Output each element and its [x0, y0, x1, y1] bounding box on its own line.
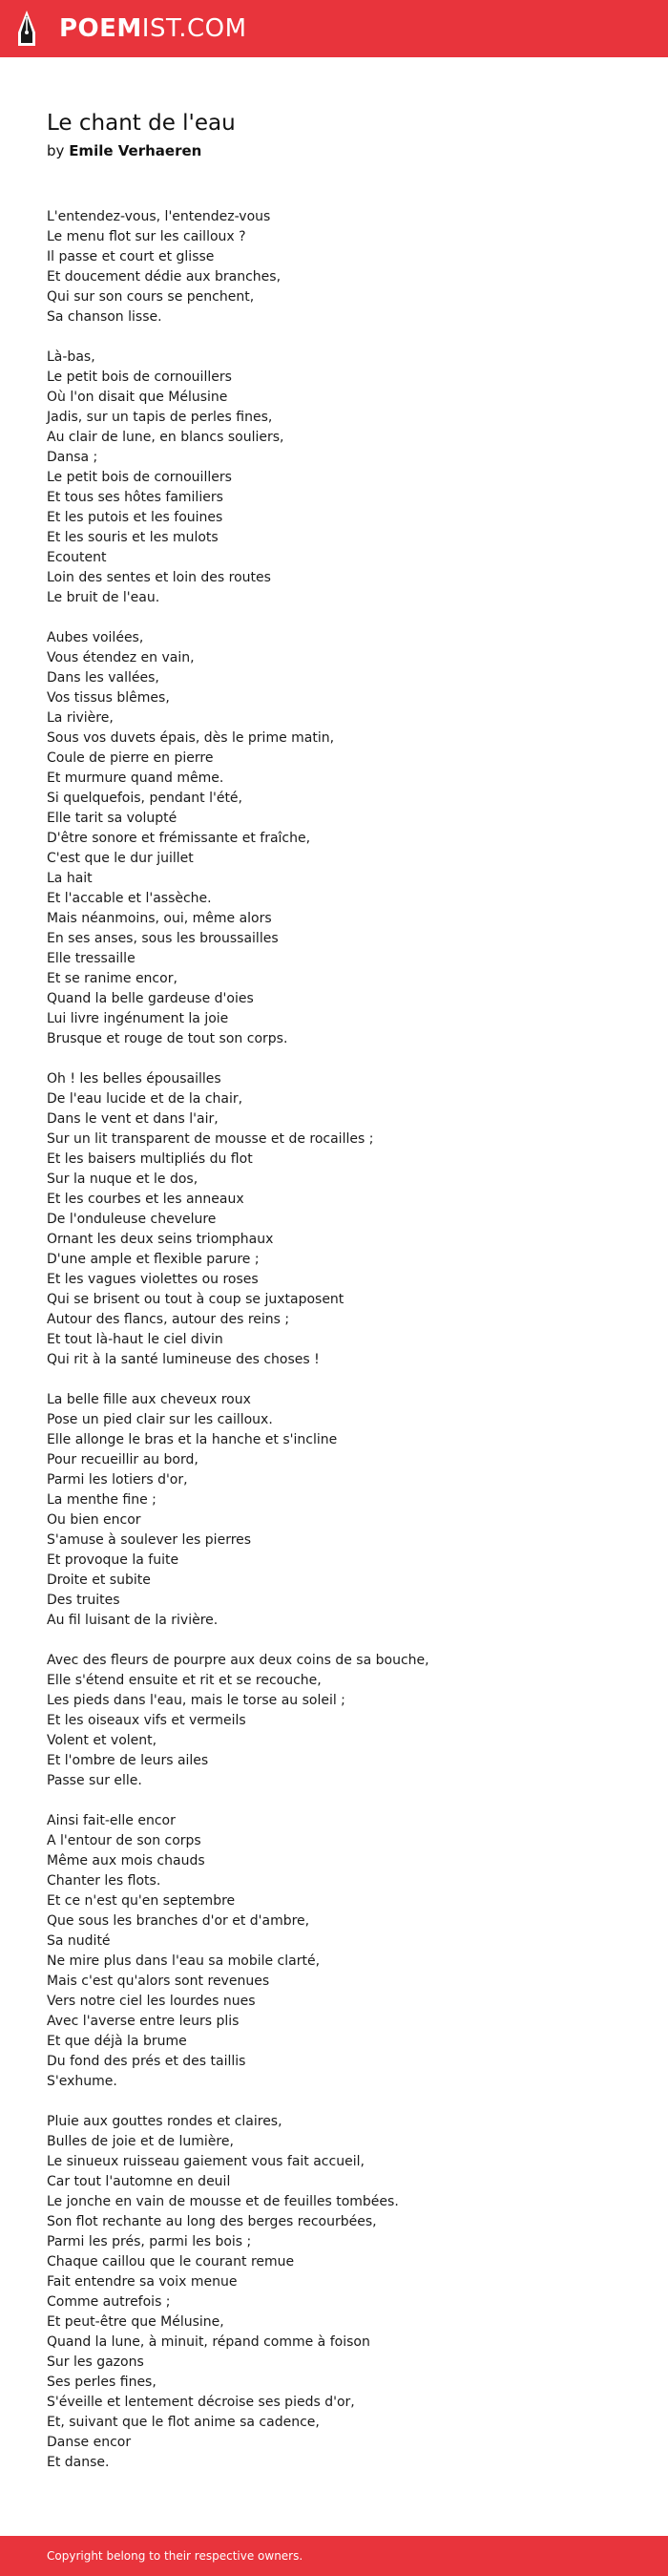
brand-bold: POEM [59, 14, 142, 43]
poem-line: Et les souris et les mulots [47, 530, 219, 545]
poem-line: Ornant les deux seins triomphaux [47, 1232, 274, 1247]
poem-line: Volent et volent, [47, 1733, 157, 1748]
poem-line: Sous vos duvets épais, dès le prime matin, [47, 730, 335, 746]
poem-line: Dans le vent et dans l'air, [47, 1111, 219, 1127]
poem-line: Et murmure quand même. [47, 771, 224, 786]
poem-line: Et les oiseaux vifs et vermeils [47, 1713, 246, 1728]
poem-line: Et doucement dédie aux branches, [47, 269, 282, 285]
poem-body [47, 207, 638, 2493]
poem-line: Pour recueillir au bord, [47, 1452, 198, 1467]
poem-line: Qui sur son cours se penchent, [47, 289, 255, 305]
poem-line: Elle tressaille [47, 951, 136, 966]
poem-line: Le petit bois de cornouillers [47, 370, 232, 385]
poem-line: Passe sur elle. [47, 1773, 142, 1788]
by-label: by [47, 142, 65, 159]
poem-line: Et que déjà la brume [47, 2034, 187, 2049]
poem-line: Et tous ses hôtes familiers [47, 490, 223, 505]
poem-line: Car tout l'automne en deuil [47, 2174, 231, 2189]
poem-line: Danse encor [47, 2435, 132, 2450]
poem-line: Le sinueux ruisseau gaiement vous fait accueil, [47, 2154, 365, 2169]
poem-line: Vos tissus blêmes, [47, 690, 170, 706]
poem-line: Et tout là-haut le ciel divin [47, 1332, 223, 1347]
poem-line: Le bruit de l'eau. [47, 590, 160, 605]
poem-line: Ses perles fines, [47, 2375, 157, 2390]
poem-line: Aubes voilées, [47, 630, 144, 645]
poem-line: Parmi les lotiers d'or, [47, 1472, 188, 1488]
byline [47, 141, 201, 160]
poem-line: Elle s'étend ensuite et rit et se recouche, [47, 1673, 322, 1688]
poem-line: Avec l'averse entre leurs plis [47, 2014, 240, 2029]
pen-nib-logo-icon[interactable] [16, 10, 37, 48]
poem-line: Et danse. [47, 2455, 110, 2470]
poem-line: Même aux mois chauds [47, 1853, 205, 1869]
poem-line: La hait [47, 871, 93, 886]
poem-line: Dansa ; [47, 450, 98, 465]
poem-line: En ses anses, sous les broussailles [47, 931, 279, 946]
poem-line: Son flot rechante au long des berges recourbées, [47, 2214, 377, 2229]
poem-line: La menthe fine ; [47, 1492, 157, 1508]
site-logo-link[interactable] [59, 14, 247, 43]
poem-line: Le jonche en vain de mousse et de feuilles tombées. [47, 2194, 399, 2209]
poem-stanza [47, 1069, 638, 1370]
site-header [0, 0, 668, 57]
poem-line: Pose un pied clair sur les cailloux. [47, 1412, 273, 1427]
poem-stanza [47, 628, 638, 1049]
poem-line: Vous étendez en vain, [47, 650, 195, 665]
poem-line: L'entendez-vous, l'entendez-vous [47, 209, 271, 224]
poem-line: Et ce n'est qu'en septembre [47, 1893, 236, 1909]
poem-stanza [47, 2112, 638, 2473]
poem-line: Ou bien encor [47, 1512, 141, 1528]
poem-stanza [47, 1811, 638, 2092]
poem-line: Fait entendre sa voix menue [47, 2274, 238, 2290]
author-name: Emile Verhaeren [69, 142, 202, 159]
poem-line: La rivière, [47, 710, 114, 726]
poem-line: Quand la belle gardeuse d'oies [47, 991, 254, 1006]
poem-line: S'amuse à soulever les pierres [47, 1532, 252, 1548]
poem-line: Vers notre ciel les lourdes nues [47, 1994, 256, 2009]
poem-line: Chanter les flots. [47, 1873, 161, 1889]
poem-line: Et les baisers multipliés du flot [47, 1151, 253, 1167]
poem-line: Sur la nuque et le dos, [47, 1172, 198, 1187]
poem-line: Chaque caillou que le courant remue [47, 2254, 295, 2270]
poem-line: Quand la lune, à minuit, répand comme à foison [47, 2334, 370, 2350]
poem-line: Le menu flot sur les cailloux ? [47, 229, 246, 244]
poem-line: Des truites [47, 1593, 120, 1608]
poem-line: Qui rit à la santé lumineuse des choses ! [47, 1352, 320, 1367]
poem-line: Sur un lit transparent de mousse et de rocailles ; [47, 1131, 374, 1147]
poem-line: Oh ! les belles épousailles [47, 1071, 221, 1087]
poem-stanza [47, 1651, 638, 1791]
copyright-notice: Copyright belong to their respective owners. [47, 2549, 303, 2563]
poem-line: Elle allonge le bras et la hanche et s'incline [47, 1432, 338, 1447]
poem-line: Droite et subite [47, 1573, 151, 1588]
poem-line: Au fil luisant de la rivière. [47, 1613, 219, 1628]
poem-line: D'être sonore et frémissante et fraîche, [47, 831, 311, 846]
poem-line: Avec des fleurs de pourpre aux deux coins de sa bouche, [47, 1653, 429, 1668]
poem-line: Et provoque la fuite [47, 1552, 179, 1568]
poem-line: Ainsi fait-elle encor [47, 1813, 176, 1828]
poem-line: Ecoutent [47, 550, 107, 565]
poem-line: Jadis, sur un tapis de perles fines, [47, 410, 273, 425]
poem-line: A l'entour de son corps [47, 1833, 201, 1848]
poem-line: Du fond des prés et des taillis [47, 2054, 246, 2069]
poem-line: Mais néanmoins, oui, même alors [47, 911, 272, 926]
site-footer [0, 2536, 668, 2576]
poem-line: Qui se brisent ou tout à coup se juxtaposent [47, 1292, 344, 1307]
poem-title: Le chant de l'eau [47, 111, 236, 136]
poem-line: Sur les gazons [47, 2354, 144, 2370]
poem-stanza [47, 207, 638, 327]
poem-line: Le petit bois de cornouillers [47, 470, 232, 485]
poem-line: Ne mire plus dans l'eau sa mobile clarté, [47, 1953, 321, 1969]
poem-line: Que sous les branches d'or et d'ambre, [47, 1913, 310, 1929]
poem-line: S'éveille et lentement décroise ses pieds d'or, [47, 2395, 355, 2410]
poem-line: Et les putois et les fouines [47, 510, 223, 525]
poem-line: La belle fille aux cheveux roux [47, 1392, 251, 1407]
poem-line: Et, suivant que le flot anime sa cadence, [47, 2415, 320, 2430]
poem-line: De l'eau lucide et de la chair, [47, 1091, 243, 1107]
poem-line: Brusque et rouge de tout son corps. [47, 1031, 288, 1046]
poem-line: Et l'ombre de leurs ailes [47, 1753, 209, 1768]
poem-line: Sa nudité [47, 1933, 111, 1949]
poem-stanza [47, 348, 638, 608]
poem-line: Pluie aux gouttes rondes et claires, [47, 2114, 282, 2129]
poem-line: Autour des flancs, autour des reins ; [47, 1312, 290, 1327]
poem-line: Mais c'est qu'alors sont revenues [47, 1974, 270, 1989]
poem-line: D'une ample et flexible parure ; [47, 1252, 260, 1267]
poem-stanza [47, 1390, 638, 1631]
poem-line: Et l'accable et l'assèche. [47, 891, 212, 906]
poem-line: Sa chanson lisse. [47, 309, 162, 325]
poem-line: De l'onduleuse chevelure [47, 1212, 217, 1227]
poem-line: Là-bas, [47, 349, 95, 365]
poem-line: Et se ranime encor, [47, 971, 177, 986]
poem-line: C'est que le dur juillet [47, 851, 194, 866]
poem-line: Lui livre ingénument la joie [47, 1011, 229, 1026]
poem-line: Il passe et court et glisse [47, 249, 215, 264]
poem-line: Où l'on disait que Mélusine [47, 390, 228, 405]
poem-line: Et les courbes et les anneaux [47, 1192, 244, 1207]
poem-line: Au clair de lune, en blancs souliers, [47, 430, 284, 445]
poem-line: Comme autrefois ; [47, 2294, 171, 2310]
poem-line: Si quelquefois, pendant l'été, [47, 791, 242, 806]
poem-line: Parmi les prés, parmi les bois ; [47, 2234, 252, 2249]
poem-line: Les pieds dans l'eau, mais le torse au soleil ; [47, 1693, 345, 1708]
poem-line: Et peut-être que Mélusine, [47, 2314, 224, 2330]
poem-line: S'exhume. [47, 2074, 117, 2089]
poem-line: Elle tarit sa volupté [47, 811, 177, 826]
poem-line: Loin des sentes et loin des routes [47, 570, 271, 585]
poem-line: Bulles de joie et de lumière, [47, 2134, 234, 2149]
poem-line: Dans les vallées, [47, 670, 159, 686]
poem-line: Et les vagues violettes ou roses [47, 1272, 259, 1287]
brand-light: IST.COM [141, 14, 247, 43]
poem-line: Coule de pierre en pierre [47, 750, 214, 766]
